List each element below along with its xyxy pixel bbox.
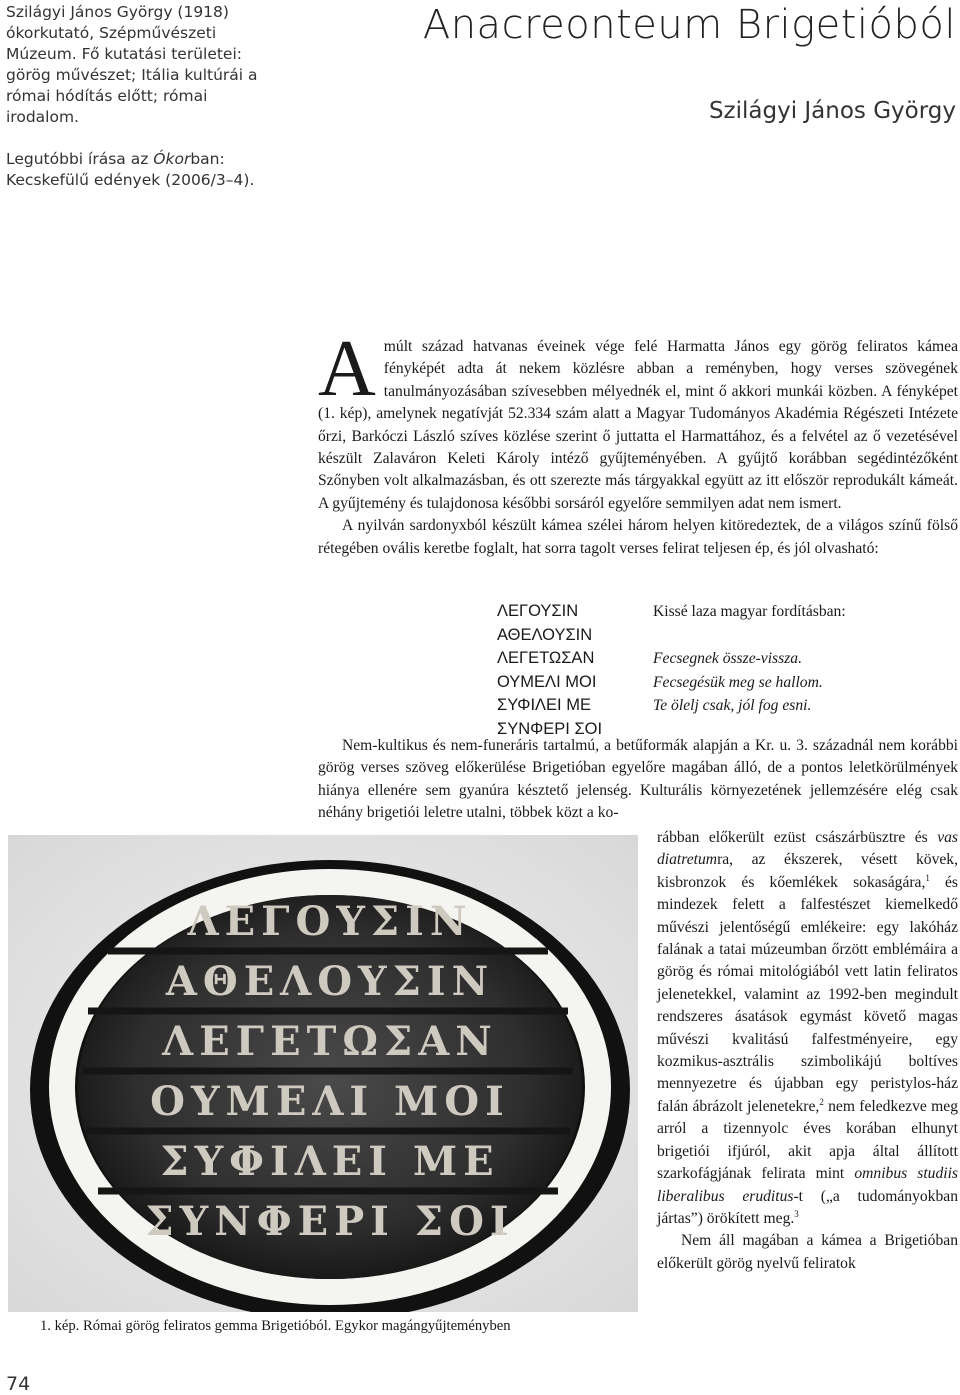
italic-term: omnibus studiis liberalibus eruditus bbox=[657, 1165, 958, 1205]
author-latest-work bbox=[6, 149, 268, 191]
journal-name: Ókor bbox=[153, 150, 191, 168]
gem-inscription-line: ΣΥΝΦΕΡΙ ΣΟΙ bbox=[145, 1198, 515, 1245]
article-author: Szilágyi János György bbox=[708, 98, 956, 124]
text-run: -t („a tudományokban jártas”) örökített meg. bbox=[657, 1187, 958, 1227]
translation-line: Te ölelj csak, jól fog esni. bbox=[653, 697, 812, 714]
italic-term: vas diatretum bbox=[657, 829, 958, 869]
poem-line: ΛΕΓΕΤΩΣΑΝ bbox=[497, 649, 595, 667]
paragraph-3: Nem-kultikus és nem-funeráris tartalmú, a betűformák alapján a Kr. u. 3. századnál nem korábbi görög verses szöveg előkerülése Brigetióban egyelőre magában álló, de a pontos leletkörülmények hiánya ellenére sem gyanúra késztető jelenség. Kulturális környezetének jellemzésére elég csak néhány brigetiói leletre utalni, többek közt a ko- bbox=[318, 737, 958, 822]
footnote-ref[interactable]: 2 bbox=[819, 1096, 824, 1107]
footnote-ref[interactable]: 1 bbox=[925, 872, 930, 883]
poem-line: ΣΥΝΦΕΡΙ ΣΟΙ bbox=[497, 719, 603, 738]
author-note bbox=[6, 2, 268, 191]
latest-prefix: Legutóbbi írása az bbox=[6, 150, 154, 168]
text-run: ra, az ékszerek, vésett kövek, kisbronzok és kőemlékek sokaságára, bbox=[657, 851, 958, 891]
translation-label: Kissé laza magyar fordításban: bbox=[653, 603, 846, 620]
gem-inscription-line: ΑΘΕΛΟΥΣΙΝ bbox=[165, 958, 495, 1005]
paragraph-2: A nyilván sardonyxból készült kámea szélei három helyen kitöredeztek, de a világos színű fölső rétegében ovális keretbe foglalt, hat sorra tagolt verses felirat teljesen ép, és jól olvasható: bbox=[318, 517, 958, 557]
poem-line: ΑΘΕΛΟΥΣΙΝ bbox=[497, 625, 593, 644]
translation-line: Fecsegnek össze-vissza. bbox=[653, 650, 802, 667]
greek-poem bbox=[497, 600, 602, 741]
paragraph-3-continued bbox=[657, 827, 958, 1230]
gem-inscription-line: ΣΥΦΙΛΕΙ ΜΕ bbox=[160, 1138, 500, 1185]
footnote-ref[interactable]: 3 bbox=[794, 1208, 799, 1219]
intro-section bbox=[318, 325, 958, 560]
gem-inscription-line: ΟΥΜΕΛΙ ΜΟΙ bbox=[150, 1078, 510, 1125]
paragraph-3-section bbox=[318, 735, 958, 825]
figure-caption: 1. kép. Római görög feliratos gemma Brigetióból. Egykor magángyűjteményben bbox=[40, 1318, 511, 1334]
poem-translation bbox=[653, 600, 958, 718]
text-run: és mindezek felett a falfestészet kiemelkedő művészi jelentőségű emlékeire: egy lakóház falának a tatai múzeumban őrzött emblémáira a görög és római mitológiából vett latin feliratos jelenetekkel, valamint az 1992-ben megindult rendszeres ásatások egymást követő magas művészi kvalitású falfestményeire, egy kozmikus-asztrális szimbolikájú boltíves mennyezetre és újabban egy peristylos-ház falán ábrázolt jelenetekre, bbox=[657, 873, 959, 1115]
poem-line: ΛΕΓΟΥΣΙΝ bbox=[497, 602, 579, 620]
poem-line: ΣΥΦΙΛΕΙ ΜΕ bbox=[497, 696, 591, 714]
column-text bbox=[657, 827, 958, 1275]
gem-inscription-line: ΛΕΓΟΥΣΙΝ bbox=[187, 898, 473, 945]
text-run: rábban előkerült ezüst császárbüsztre és bbox=[657, 829, 938, 846]
drop-cap: A bbox=[318, 325, 376, 413]
article-title: Anacreonteum Brigetióból bbox=[422, 2, 956, 48]
paragraph-1 bbox=[318, 325, 958, 515]
paragraph-4: Nem áll magában a kámea a Brigetióban előkerült görög nyelvű feliratok bbox=[657, 1232, 958, 1272]
latest-suffix: ban: Kecskefülű edények (2006/3–4). bbox=[6, 150, 255, 189]
translation-line: Fecsegésük meg se hallom. bbox=[653, 673, 823, 691]
gem-photo bbox=[8, 835, 638, 1312]
paragraph-1-text: múlt század hatvanas éveinek vége felé Harmatta János egy görög feliratos kámea fényképét adta át nekem közlésre abban a reményben, hogy verses szövegének tanulmányozásában szívesebben mélyednék el, mint ő akkori munkái közben. A fényképet (1. kép), amelynek negatívját 52.334 szám alatt a Magyar Tudományos Akadémia Régészeti Intézete őrzi, Barkóczi László szíves közlése szerint ő juttatta el Harmattához, és a felvétel az ő vezetésével készült Zalaváron Keleti Károly intéző gyűjteményében. A gyűjtő korábban segédintézőként Szőnyben volt alkalmazásban, és ott szerezte más tárgyakkal együtt az itt először reprodukált kámeát. A gyűjtemény és tulajdonosa későbbi sorsáról egyelőre semmilyen adat nem ismert. bbox=[318, 338, 958, 512]
page-number: 74 bbox=[6, 1373, 31, 1395]
poem-line: ΟΥΜΕΛΙ ΜΟΙ bbox=[497, 672, 597, 691]
author-bio: Szilágyi János György (1918) ókorkutató, Szépművészeti Múzeum. Fő kutatási területei: görög művészet; Itália kultúrái a római hódítás előtt; római irodalom. bbox=[6, 3, 258, 126]
text-run: nem feledkezve meg arról a tizennyolc éves korában elhunyt brigetiói ifjúról, akit apja által állított szarkofágjának felirata mint bbox=[657, 1097, 958, 1183]
gem-inscription-line: ΛΕΓΕΤΩΣΑΝ bbox=[162, 1018, 498, 1065]
